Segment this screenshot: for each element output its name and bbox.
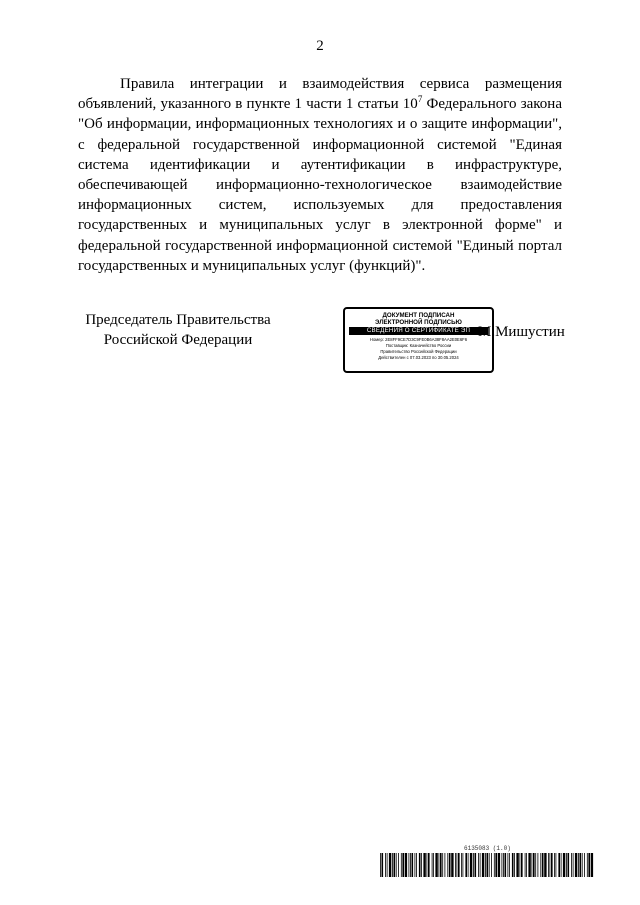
barcode-stripe [525, 853, 526, 877]
barcode-stripe [508, 853, 509, 877]
barcode-stripe [526, 853, 527, 877]
barcode-stripe [503, 853, 504, 877]
barcode-stripe [461, 853, 462, 877]
barcode-stripe [394, 853, 396, 877]
barcode-stripe [542, 853, 544, 877]
barcode-stripe [445, 853, 446, 877]
barcode-stripe [427, 853, 428, 877]
barcode-stripe [575, 853, 577, 877]
stamp-owner: Правительство Российской Федерации [380, 349, 457, 354]
barcode-stripe [502, 853, 503, 877]
barcode-stripe [412, 853, 414, 877]
barcode-stripe [380, 853, 381, 877]
barcode [380, 853, 594, 877]
barcode-stripe [442, 853, 443, 877]
barcode-stripe [473, 853, 474, 877]
barcode-stripe [410, 853, 411, 877]
barcode-stripe [544, 853, 546, 877]
barcode-stripe [470, 853, 472, 877]
stamp-line2: ЭЛЕКТРОННОЙ ПОДПИСЬЮ [375, 319, 462, 326]
barcode-stripe [465, 853, 467, 877]
barcode-stripe [485, 853, 486, 877]
electronic-signature-stamp [343, 307, 494, 373]
barcode-stripe [401, 853, 402, 877]
barcode-stripe [480, 853, 481, 877]
barcode-stripe [535, 853, 536, 877]
barcode-stripe [435, 853, 437, 877]
signer-name: М.Мишустин [478, 324, 565, 340]
barcode-stripe [566, 853, 567, 877]
barcode-stripe [494, 853, 495, 877]
barcode-stripe [440, 853, 442, 877]
barcode-stripe [528, 853, 530, 877]
barcode-stripe [433, 853, 434, 877]
barcode-stripe [498, 853, 500, 877]
barcode-stripe [582, 853, 583, 877]
stamp-serial: Номер: 2E8FF9CE7D3C9FE0B6A38F8AA2E0E6F6 [369, 337, 468, 342]
barcode-stripe [573, 853, 574, 877]
barcode-stripe [580, 853, 582, 877]
paragraph-text-end: Федерального закона "Об информации, информационных технологиях и о защите информации", с федеральной государственной информационной системой "Единая система идентификации и аутентификации в инфраструктуре, обеспечивающей информационно-технологическое взаимодействие информационных систем, используемых для предоставления государственных и муниципальных услуг в электронной форме" и федеральной государственной информационной системой "Единый портал государственных и муниципальных услуг (функций)". [78, 96, 562, 274]
page-number: 2 [316, 38, 324, 54]
document-code: 6135083 (1.0) [464, 845, 511, 852]
barcode-stripe [458, 853, 460, 877]
barcode-stripe [392, 853, 393, 877]
stamp-issuer: Поставщик: Казначейство России [385, 343, 452, 348]
barcode-stripe [409, 853, 410, 877]
barcode-stripe [568, 853, 570, 877]
barcode-stripe [451, 853, 453, 877]
superscript: 7 [417, 94, 423, 105]
barcode-stripe [423, 853, 425, 877]
barcode-stripe [439, 853, 440, 877]
barcode-stripe [463, 853, 464, 877]
barcode-stripe [428, 853, 430, 877]
barcode-stripe [455, 853, 456, 877]
barcode-stripe [571, 853, 572, 877]
barcode-stripe [509, 853, 510, 877]
barcode-stripe [512, 853, 514, 877]
barcode-stripe [385, 853, 386, 877]
barcode-stripe [551, 853, 553, 877]
barcode-stripe [584, 853, 585, 877]
barcode-stripe [421, 853, 422, 877]
barcode-stripe [587, 853, 588, 877]
barcode-stripe [389, 853, 391, 877]
barcode-stripe [578, 853, 579, 877]
paragraph-text-start: Правила интеграции и взаимодействия сервиса размещения объявлений, указанного в пункте 1 части 1 статьи 10 [78, 76, 562, 113]
stamp-validity: Действителен с 07.03.2023 по 30.05.2024 [378, 355, 459, 360]
barcode-stripe [478, 853, 479, 877]
barcode-stripe [540, 853, 541, 877]
barcode-stripe [550, 853, 551, 877]
stamp-certificate-bar: СВЕДЕНИЯ О СЕРТИФИКАТЕ ЭП [349, 327, 488, 335]
barcode-stripe [475, 853, 477, 877]
barcode-stripe [457, 853, 458, 877]
barcode-stripe [521, 853, 523, 877]
barcode-stripe [505, 853, 507, 877]
barcode-stripe [556, 853, 557, 877]
barcode-stripe [520, 853, 521, 877]
barcode-stripe [415, 853, 416, 877]
barcode-stripe [561, 853, 562, 877]
signatory-title [78, 310, 278, 350]
barcode-stripe [402, 853, 404, 877]
barcode-stripe [387, 853, 388, 877]
barcode-stripe [468, 853, 469, 877]
barcode-stripe [416, 853, 417, 877]
barcode-stripe [514, 853, 515, 877]
barcode-stripe [447, 853, 448, 877]
barcode-stripe [548, 853, 549, 877]
barcode-stripe [482, 853, 484, 877]
barcode-stripe [495, 853, 497, 877]
signatory-title-line1: Председатель Правительства [85, 312, 271, 328]
barcode-stripe [489, 853, 490, 877]
barcode-stripe [532, 853, 533, 877]
barcode-stripe [491, 853, 492, 877]
barcode-stripe [533, 853, 535, 877]
barcode-stripe [591, 853, 593, 877]
barcode-stripe [382, 853, 384, 877]
barcode-stripe [419, 853, 421, 877]
barcode-stripe [558, 853, 560, 877]
barcode-stripe [563, 853, 565, 877]
barcode-stripe [588, 853, 590, 877]
barcode-stripe [449, 853, 451, 877]
stamp-line1: ДОКУМЕНТ ПОДПИСАН [382, 312, 455, 319]
barcode-stripe [432, 853, 433, 877]
barcode-stripe [487, 853, 489, 877]
barcode-stripe [554, 853, 555, 877]
barcode-stripe [538, 853, 539, 877]
barcode-stripe [396, 853, 397, 877]
rules-paragraph [78, 74, 562, 276]
barcode-stripe [398, 853, 399, 877]
signatory-title-line2: Российской Федерации [103, 332, 253, 348]
barcode-stripe [405, 853, 407, 877]
barcode-stripe [516, 853, 518, 877]
